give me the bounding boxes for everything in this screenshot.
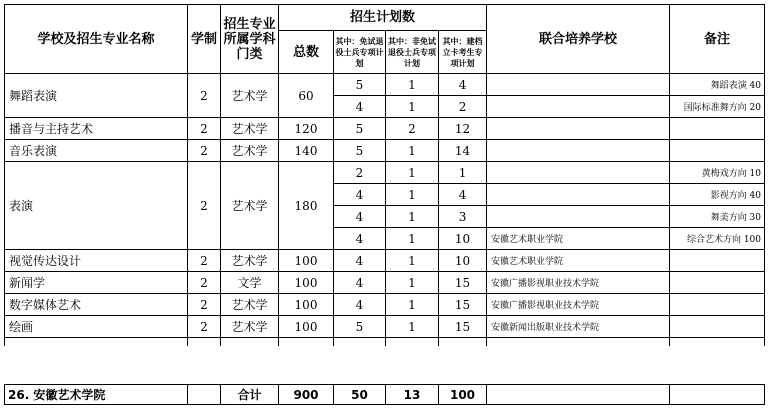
sub2-cell: 1 (386, 162, 439, 184)
duration-cell: 2 (188, 140, 221, 162)
major-name: 舞蹈表演 (5, 74, 188, 118)
sub1-cell: 4 (334, 272, 386, 294)
header-total: 总数 (279, 31, 334, 74)
sub3-cell: 4 (439, 184, 487, 206)
summary-school: 26. 安徽艺术学院 (5, 385, 188, 405)
summary-total: 900 (279, 385, 334, 405)
header-plan-group: 招生计划数 (279, 5, 487, 31)
sub3-cell: 10 (439, 250, 487, 272)
sub1-cell: 4 (334, 250, 386, 272)
category-cell: 艺术学 (221, 294, 279, 316)
partner-school-cell: 安徽艺术职业学院 (487, 250, 670, 272)
table-row (5, 118, 765, 140)
remark-cell: 综合艺术方向 100 (670, 228, 765, 250)
category-cell: 艺术学 (221, 74, 279, 118)
remark-cell: 舞美方向 30 (670, 206, 765, 228)
category-cell: 艺术学 (221, 250, 279, 272)
header-sub1: 其中：免试退役士兵专项计划 (334, 31, 386, 74)
sub2-cell: 1 (386, 316, 439, 338)
table-row (5, 272, 765, 294)
header-category: 招生专业所属学科门类 (221, 5, 279, 74)
sub2-cell: 2 (386, 118, 439, 140)
partner-school-cell (487, 74, 670, 96)
total-cell: 120 (279, 118, 334, 140)
total-cell: 100 (279, 272, 334, 294)
remark-cell: 国际标准舞方向 20 (670, 96, 765, 118)
major-name: 绘画 (5, 316, 188, 338)
sub3-cell: 14 (439, 140, 487, 162)
spacer-row (5, 338, 765, 347)
header-remark: 备注 (670, 5, 765, 74)
sub3-cell: 3 (439, 206, 487, 228)
sub1-cell: 4 (334, 184, 386, 206)
sub3-cell: 10 (439, 228, 487, 250)
remark-cell (670, 118, 765, 140)
sub3-cell: 4 (439, 74, 487, 96)
duration-cell: 2 (188, 316, 221, 338)
duration-cell: 2 (188, 272, 221, 294)
table-row (5, 250, 765, 272)
summary-label: 合计 (221, 385, 279, 405)
sub1-cell: 5 (334, 74, 386, 96)
table-row (5, 162, 765, 184)
summary-sub3: 100 (439, 385, 487, 405)
sub1-cell: 5 (334, 316, 386, 338)
partner-school-cell (487, 96, 670, 118)
header-sub2: 其中：非免试退役士兵专项计划 (386, 31, 439, 74)
table-row (5, 74, 765, 96)
table-row (5, 294, 765, 316)
major-name: 表演 (5, 162, 188, 250)
table-row (5, 140, 765, 162)
partner-school-cell (487, 118, 670, 140)
category-cell: 艺术学 (221, 140, 279, 162)
enrollment-plan-table (4, 4, 765, 346)
sub3-cell: 2 (439, 96, 487, 118)
duration-cell: 2 (188, 74, 221, 118)
major-name: 视觉传达设计 (5, 250, 188, 272)
partner-school-cell: 安徽广播影视职业技术学院 (487, 294, 670, 316)
duration-cell: 2 (188, 250, 221, 272)
major-name: 数字媒体艺术 (5, 294, 188, 316)
total-cell: 60 (279, 74, 334, 118)
total-cell: 100 (279, 250, 334, 272)
category-cell: 艺术学 (221, 162, 279, 250)
sub3-cell: 1 (439, 162, 487, 184)
remark-cell (670, 316, 765, 338)
partner-school-cell (487, 184, 670, 206)
sub2-cell: 1 (386, 140, 439, 162)
header-partner: 联合培养学校 (487, 5, 670, 74)
partner-school-cell: 安徽艺术职业学院 (487, 228, 670, 250)
sub3-cell: 15 (439, 316, 487, 338)
duration-cell: 2 (188, 294, 221, 316)
sub1-cell: 4 (334, 228, 386, 250)
partner-school-cell (487, 140, 670, 162)
duration-cell: 2 (188, 118, 221, 140)
header-school-major: 学校及招生专业名称 (5, 5, 188, 74)
header-sub3: 其中：建档立卡考生专项计划 (439, 31, 487, 74)
total-cell: 100 (279, 316, 334, 338)
remark-cell (670, 294, 765, 316)
total-cell: 180 (279, 162, 334, 250)
sub2-cell: 1 (386, 96, 439, 118)
sub2-cell: 1 (386, 272, 439, 294)
sub1-cell: 4 (334, 206, 386, 228)
sub1-cell: 5 (334, 140, 386, 162)
sub2-cell: 1 (386, 74, 439, 96)
partner-school-cell (487, 162, 670, 184)
sub2-cell: 1 (386, 206, 439, 228)
remark-cell (670, 140, 765, 162)
summary-table (4, 384, 765, 405)
total-cell: 100 (279, 294, 334, 316)
partner-school-cell: 安徽新闻出版职业技术学院 (487, 316, 670, 338)
sub2-cell: 1 (386, 294, 439, 316)
sub1-cell: 2 (334, 162, 386, 184)
summary-sub2: 13 (386, 385, 439, 405)
sub1-cell: 4 (334, 294, 386, 316)
header-duration: 学制 (188, 5, 221, 74)
sub3-cell: 15 (439, 294, 487, 316)
sub2-cell: 1 (386, 228, 439, 250)
remark-cell: 影视方向 40 (670, 184, 765, 206)
sub1-cell: 4 (334, 96, 386, 118)
category-cell: 艺术学 (221, 118, 279, 140)
category-cell: 文学 (221, 272, 279, 294)
sub1-cell: 5 (334, 118, 386, 140)
major-name: 新闻学 (5, 272, 188, 294)
table-row (5, 316, 765, 338)
category-cell: 艺术学 (221, 316, 279, 338)
total-cell: 140 (279, 140, 334, 162)
remark-cell: 舞蹈表演 40 (670, 74, 765, 96)
partner-school-cell: 安徽广播影视职业技术学院 (487, 272, 670, 294)
partner-school-cell (487, 206, 670, 228)
summary-row (5, 385, 765, 405)
sub3-cell: 12 (439, 118, 487, 140)
sub2-cell: 1 (386, 250, 439, 272)
remark-cell (670, 272, 765, 294)
remark-cell (670, 250, 765, 272)
sub2-cell: 1 (386, 184, 439, 206)
sub3-cell: 15 (439, 272, 487, 294)
major-name: 音乐表演 (5, 140, 188, 162)
major-name: 播音与主持艺术 (5, 118, 188, 140)
summary-sub1: 50 (334, 385, 386, 405)
remark-cell: 黄梅戏方向 10 (670, 162, 765, 184)
duration-cell: 2 (188, 162, 221, 250)
